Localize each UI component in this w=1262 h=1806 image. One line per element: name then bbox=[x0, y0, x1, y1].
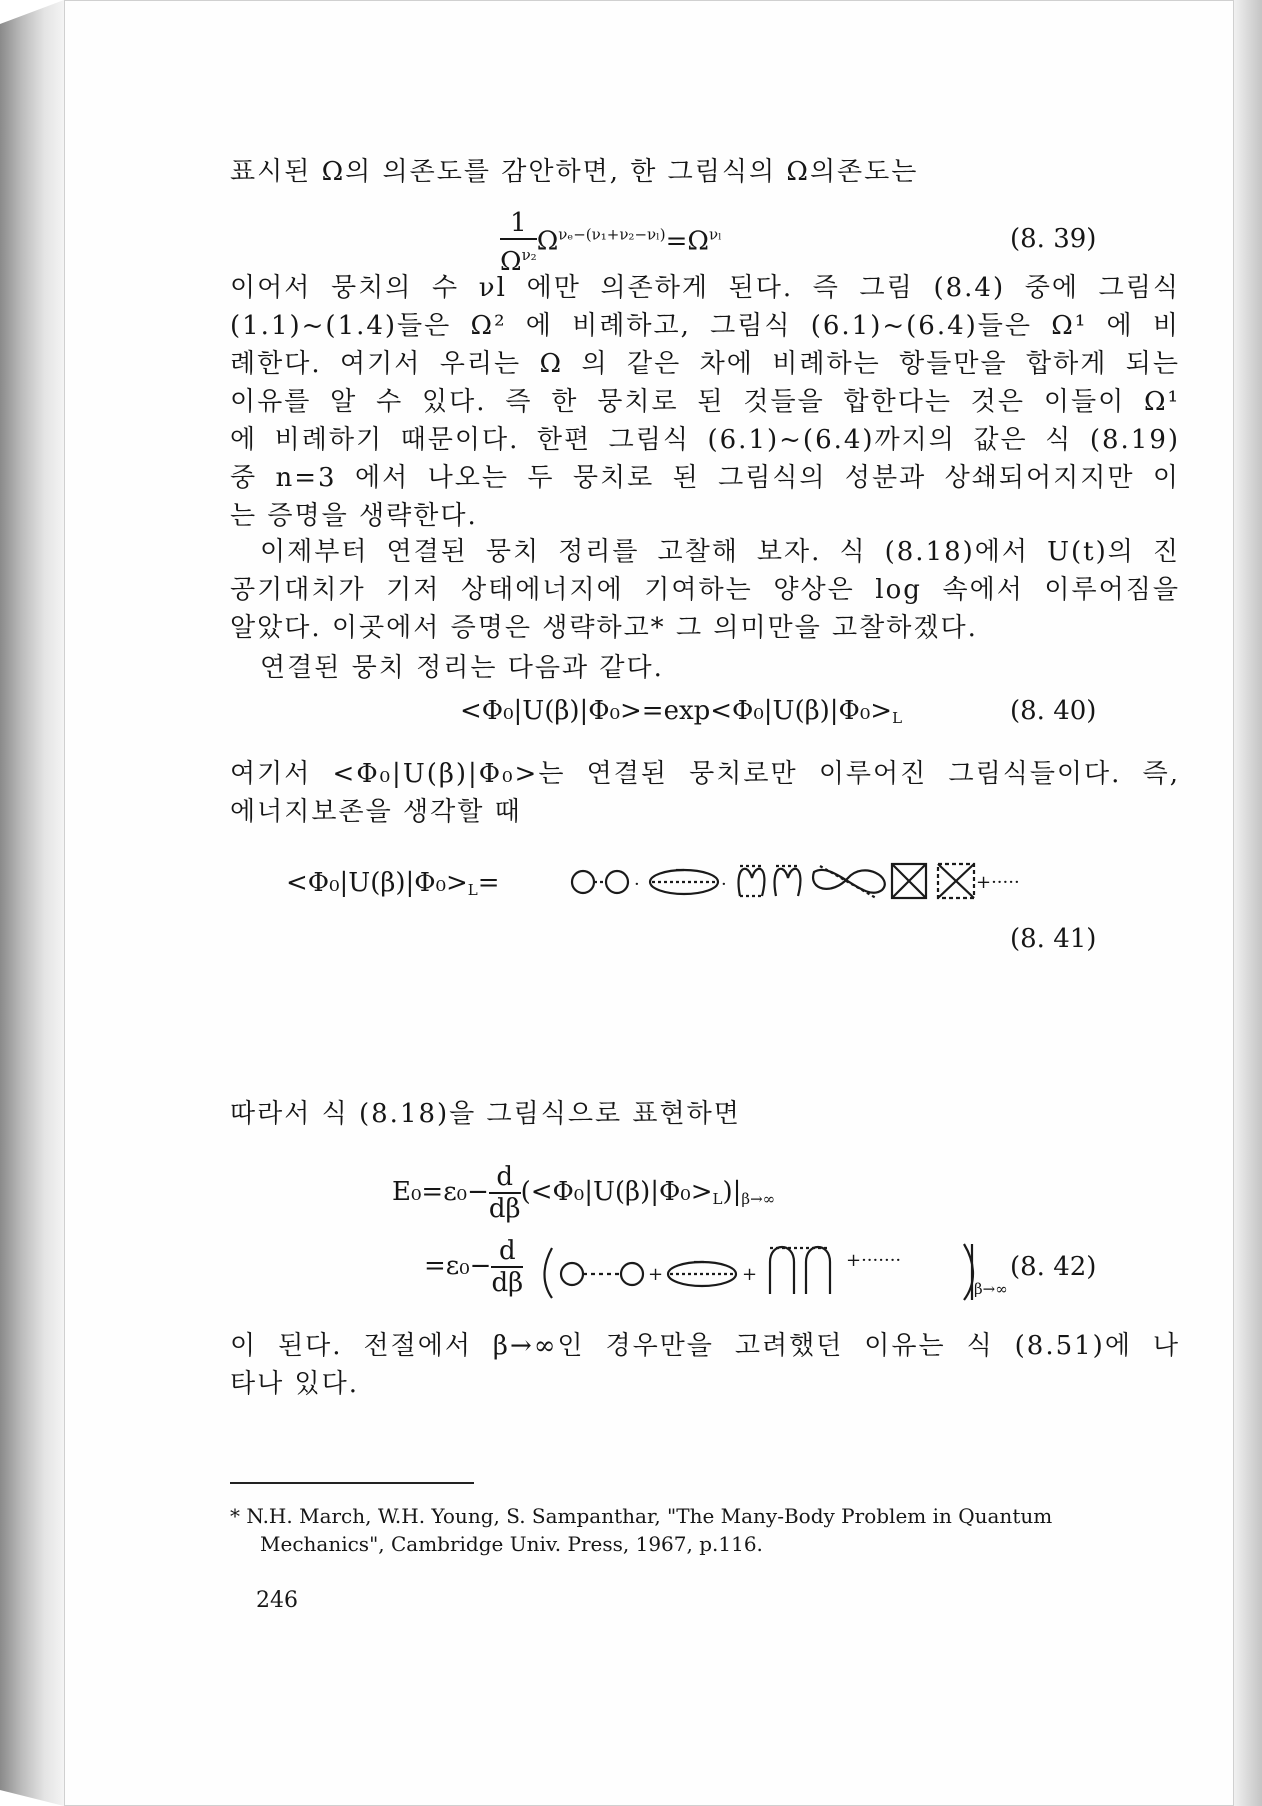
fraction bbox=[489, 1162, 521, 1224]
ellipsis: +····· bbox=[976, 872, 1020, 893]
text-line: 는 증명을 생략한다. bbox=[230, 501, 478, 531]
subscript: L bbox=[712, 1190, 723, 1208]
equals-sign: = bbox=[477, 868, 500, 898]
equation-text: =ε₀− bbox=[424, 1251, 492, 1281]
diagram-crossed-box-2 bbox=[938, 864, 974, 898]
equation-number: (8. 39) bbox=[1010, 224, 1097, 254]
page-number: 246 bbox=[256, 1588, 298, 1613]
subscript: L bbox=[467, 881, 478, 899]
equation-text: <Φ₀|U(β)|Φ₀> bbox=[286, 868, 468, 898]
equation-number: (8. 40) bbox=[1010, 696, 1097, 726]
text-line: (1.1)~(1.4)들은 Ω² 에 비례하고, 그림식 (6.1)~(6.4)들은 Ω¹ 에 비 bbox=[230, 311, 1180, 341]
equation-8-41-lhs bbox=[286, 868, 500, 899]
limit-subscript: β→∞ bbox=[974, 1280, 1008, 1298]
svg-text:+: + bbox=[742, 1264, 758, 1285]
exponent: νₑ−(ν₁+ν₂−νₗ) bbox=[558, 225, 666, 244]
feynman-diagrams-8-42 bbox=[548, 1236, 978, 1302]
text-line: 이어서 뭉치의 수 νl 에만 의존하게 된다. 즉 그림 (8.4) 중에 그림식 bbox=[230, 273, 1180, 303]
exponent: ν₂ bbox=[521, 246, 537, 264]
text-line: 표시된 Ω의 의존도를 감안하면, 한 그림식의 Ω의존도는 bbox=[230, 157, 919, 187]
text-line: 중 n=3 에서 나오는 두 뭉치로 된 그림식의 성분과 상쇄되어지지만 이 bbox=[230, 463, 1180, 493]
diagram-ellipse-loop bbox=[668, 1262, 757, 1286]
fraction-denominator: dβ bbox=[488, 1194, 521, 1224]
diagram-double-arch bbox=[770, 1247, 830, 1294]
text-line: 이제부터 연결된 뭉치 정리를 고찰해 보자. 식 (8.18)에서 U(t)의 진 bbox=[260, 537, 1180, 567]
text-line: 여기서 <Φ₀|U(β)|Φ₀>는 연결된 뭉치로만 이루어진 그림식들이다. 즉, bbox=[230, 759, 1180, 789]
text-line: 이유를 알 수 있다. 즉 한 뭉치로 된 것들을 합한다는 것은 이들이 Ω¹ bbox=[230, 387, 1180, 417]
exponent: νₗ bbox=[708, 225, 722, 244]
text-line: 에 비례하기 때문이다. 한편 그림식 (6.1)~(6.4)까지의 값은 식 (8.19) bbox=[230, 425, 1180, 455]
fraction-denominator: dβ bbox=[491, 1268, 524, 1298]
diagram-ellipse-loop bbox=[650, 870, 727, 895]
omega-symbol: Ω bbox=[536, 226, 559, 257]
equation-number: (8. 41) bbox=[1010, 924, 1097, 954]
equation-number: (8. 42) bbox=[1010, 1252, 1097, 1282]
limit-subscript: β→∞ bbox=[741, 1190, 776, 1208]
diagram-two-bubbles bbox=[572, 871, 640, 895]
feynman-diagrams-8-41 bbox=[564, 856, 1004, 906]
footnote-rule bbox=[230, 1482, 474, 1484]
fraction bbox=[491, 1236, 523, 1298]
fraction-numerator: d bbox=[491, 1236, 523, 1268]
footnote-line: Mechanics", Cambridge Univ. Press, 1967, p.116. bbox=[260, 1532, 763, 1556]
svg-text:·: · bbox=[721, 874, 727, 895]
text-line: 례한다. 여기서 우리는 Ω 의 같은 차에 비례하는 항들만을 합하게 되는 bbox=[230, 349, 1180, 379]
equals-omega: =Ω bbox=[665, 226, 709, 257]
diagram-double-loop bbox=[739, 866, 801, 896]
diagram-crossed-loop bbox=[813, 866, 885, 898]
text-line: 에너지보존을 생각할 때 bbox=[230, 797, 522, 827]
equation-8-42-line1 bbox=[392, 1162, 775, 1224]
book-right-edge bbox=[1234, 0, 1262, 1806]
fraction bbox=[500, 208, 537, 277]
equation-text: )| bbox=[722, 1177, 742, 1207]
footnote-line: * N.H. March, W.H. Young, S. Sampanthar, "The Many-Body Problem in Quantum bbox=[230, 1504, 1053, 1528]
text-line: 알았다. 이곳에서 증명은 생략하고* 그 의미만을 고찰하겠다. bbox=[230, 613, 978, 643]
fraction-numerator: d bbox=[489, 1162, 521, 1194]
ellipsis: +······· bbox=[846, 1250, 902, 1271]
equation-8-42-line2 bbox=[424, 1236, 523, 1298]
fraction-numerator: 1 bbox=[500, 208, 537, 240]
subscript: L bbox=[892, 709, 903, 727]
text-line: 이 된다. 전절에서 β→∞인 경우만을 고려했던 이유는 식 (8.51)에 나 bbox=[230, 1331, 1180, 1361]
svg-text:+: + bbox=[648, 1264, 664, 1285]
text-line: 따라서 식 (8.18)을 그림식으로 표현하면 bbox=[230, 1099, 741, 1129]
omega-symbol: Ω bbox=[500, 247, 522, 277]
text-line: 공기대치가 기저 상태에너지에 기여하는 양상은 log 속에서 이루어짐을 bbox=[230, 575, 1180, 605]
book-left-edge bbox=[0, 0, 64, 1806]
equation-text: <Φ₀|U(β)|Φ₀>=exp<Φ₀|U(β)|Φ₀> bbox=[460, 696, 893, 726]
left-paren bbox=[545, 1248, 553, 1298]
book-page bbox=[64, 0, 1234, 1806]
text-line: 타나 있다. bbox=[230, 1369, 359, 1399]
equation-8-39 bbox=[500, 208, 722, 277]
equation-text: E₀=ε₀− bbox=[392, 1177, 489, 1207]
equation-8-40 bbox=[460, 696, 902, 727]
diagram-two-bubbles bbox=[561, 1263, 663, 1285]
text-line: 연결된 뭉치 정리는 다음과 같다. bbox=[260, 653, 664, 683]
equation-text: (<Φ₀|U(β)|Φ₀> bbox=[520, 1177, 713, 1207]
diagram-crossed-box-1 bbox=[892, 864, 926, 898]
svg-text:·: · bbox=[634, 874, 640, 895]
